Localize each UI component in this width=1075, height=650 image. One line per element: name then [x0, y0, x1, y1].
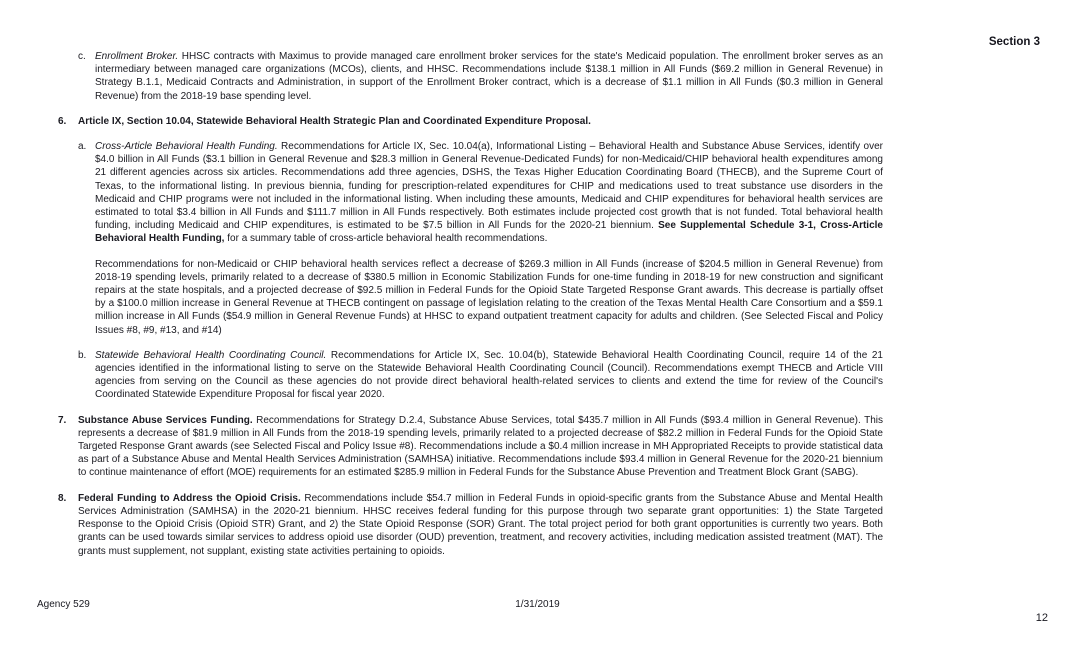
paragraph — [58, 349, 883, 402]
paragraph-marker: c. — [78, 51, 86, 62]
text-segment: HHSC contracts with Maximus to provide managed care enrollment broker services for the state's Medicaid population. The enrollment broker serves as an intermediary between managed care organizations (MCOs), clients, and HHSC. Recommendations include $138.1 million in All Funds ($69.2 million in General Revenue) in Strategy B.1.1, Medicaid Contracts and Administration, in support of the Enrollment Broker contract, which is a decrease of $1.1 million in All Funds ($0.3 million in General Revenue) from the 2018-19 base spending level. — [95, 51, 884, 102]
text-segment: See Supplemental Schedule 3-1, Cross-Article Behavioral Health Funding, — [95, 220, 883, 245]
text-segment: Recommendations for Article IX, Sec. 10.04(b), Statewide Behavioral Health Coordinating Council, require 14 of the 21 agencies identified in the informational listing to serve on the Statewide Behavioral Health Coordinating Council (Council). Recommendations exempt THECB and Article VIII agencies from serving on the Council as these agencies do not provide direct behavioral health-related services to clients and extend the time for review of the Council's Coordinated Statewide Expenditure Proposal for fiscal year 2020. — [95, 349, 883, 401]
text-segment: Recommendations for Strategy D.2.4, Substance Abuse Services, total $435.7 million in All Funds ($93.4 million in General Revenue). This represents a decrease of $81.9 million in All Funds from the 2018-19 spending levels, primarily related to a projected decrease of $82.2 million in Federal Funds for the Opioid State Targeted Response Grant awards (see Selected Fiscal and Policy Issue #8). Recommendations include a $0.4 million increase in MH Appropriated Receipts to provide statistical data as part of a Substance Abuse and Mental Health Services Administration (SAMHSA) initiative. Recommendations include $93.4 million in General Revenue for the 2020-21 biennium to continue maintenance of effort (MOE) requirements for an estimated $285.9 million in Federal Funds for the Substance Abuse Prevention and Treatment Block Grant (SABG). — [78, 414, 883, 479]
paragraph-marker: 6. — [58, 115, 67, 127]
paragraph — [58, 50, 883, 103]
paragraph-marker: b. — [78, 349, 87, 361]
paragraph-text — [95, 258, 883, 337]
text-segment: Enrollment Broker. — [95, 51, 179, 62]
paragraph-text — [78, 414, 883, 480]
page-footer — [0, 599, 1075, 613]
paragraph-marker: 8. — [58, 492, 67, 504]
paragraph — [58, 115, 883, 128]
paragraph — [58, 414, 883, 480]
text-segment: Federal Funding to Address the Opioid Crisis. — [78, 492, 301, 504]
paragraph-marker: a. — [78, 141, 87, 153]
paragraph — [58, 258, 883, 337]
text-segment: Statewide Behavioral Health Coordinating Council. — [95, 349, 327, 361]
section-label: Section 3 — [988, 36, 1040, 48]
paragraph-text — [95, 50, 883, 103]
text-segment: Cross-Article Behavioral Health Funding. — [95, 141, 278, 153]
footer-agency-label: Agency 529 — [37, 599, 90, 610]
paragraph-text — [95, 349, 883, 402]
text-segment: Substance Abuse Services Funding. — [78, 414, 253, 426]
paragraph-text — [95, 140, 883, 246]
document-body — [58, 50, 883, 570]
page-number: 12 — [1035, 612, 1048, 624]
paragraph — [58, 140, 883, 246]
text-segment: Article IX, Section 10.04, Statewide Behavioral Health Strategic Plan and Coordinated Expenditure Proposal. — [78, 115, 591, 127]
text-segment: Recommendations for Article IX, Sec. 10.04(a), Informational Listing – Behavioral Health and Substance Abuse Services, identify over $4.0 billion in All Funds ($3.1 billion in General Revenue and $28.3 million in General Revenue-Dedicated Funds) for non-Medicaid/CHIP behavioral health expenditures among 21 different agencies across six articles. Recommendations add three agencies, DSHS, the Texas Higher Education Coordinating Board (THECB), and the Supreme Court of Texas, to the informational listing. In previous biennia, funding for prescription-related expenditures for CHIP and medications used to treat substance use disorders in the Medicaid and CHIP programs were not included in the informational listing. When including these amounts, Medicaid and CHIP expenditures for behavioral health services are estimated to total $3.4 billion in All Funds and $111.7 million in All Funds respectively. Both estimates include projected cost growth that is not funded. Total behavioral health funding, including Medicaid and CHIP expenditures, is estimated to be $7.5 billion in All Funds for the 2020-21 biennium. — [95, 141, 883, 232]
paragraph-marker: 7. — [58, 414, 67, 426]
footer-date: 1/31/2019 — [515, 599, 560, 610]
paragraph — [58, 492, 883, 558]
paragraph-text — [78, 492, 883, 558]
text-segment: Recommendations for non-Medicaid or CHIP behavioral health services reflect a decrease of $269.3 million in All Funds (increase of $204.5 million in General Revenue) from 2018-19 spending levels, primarily related to a decrease of $380.5 million in Economic Stabilization Funds for one-time funding in 2018-19 for new construction and significant repairs at the state hospitals, and a projected decrease of $92.5 million in Federal Funds for the Opioid State Targeted Response Grant awards. This decrease is partially offset by a $100.0 million increase in General Revenue at THECB contingent on passage of legislation relating to the creation of the Texas Mental Health Care Consortium and a $59.1 million increase in All Funds ($54.9 million in General Revenue Funds) at HHSC to expand outpatient treatment capacity for adults and children. (See Selected Fiscal and Policy Issues #8, #9, #13, and #14) — [95, 258, 883, 336]
text-segment: Recommendations include $54.7 million in Federal Funds in opioid-specific grants from the Substance Abuse and Mental Health Services Administration (SAMHSA) in the 2020-21 biennium. HHSC receives federal funding for this purpose through two separate grant opportunities: 1) the State Targeted Response to the Opioid Crisis (Opioid STR) Grant, and 2) the State Opioid Response (SOR) Grant. The total project period for both grant opportunities is currently two years. Both grants can be used towards similar services to address opioid use disorder (OUD) prevention, treatment, and recovery activities, including medication assisted treatment (MAT). The grants must supplement, not supplant, existing state activities pertaining to opioids. — [78, 492, 883, 557]
paragraph-text — [78, 115, 883, 128]
text-segment: for a summary table of cross-article behavioral health recommendations. — [224, 233, 548, 245]
